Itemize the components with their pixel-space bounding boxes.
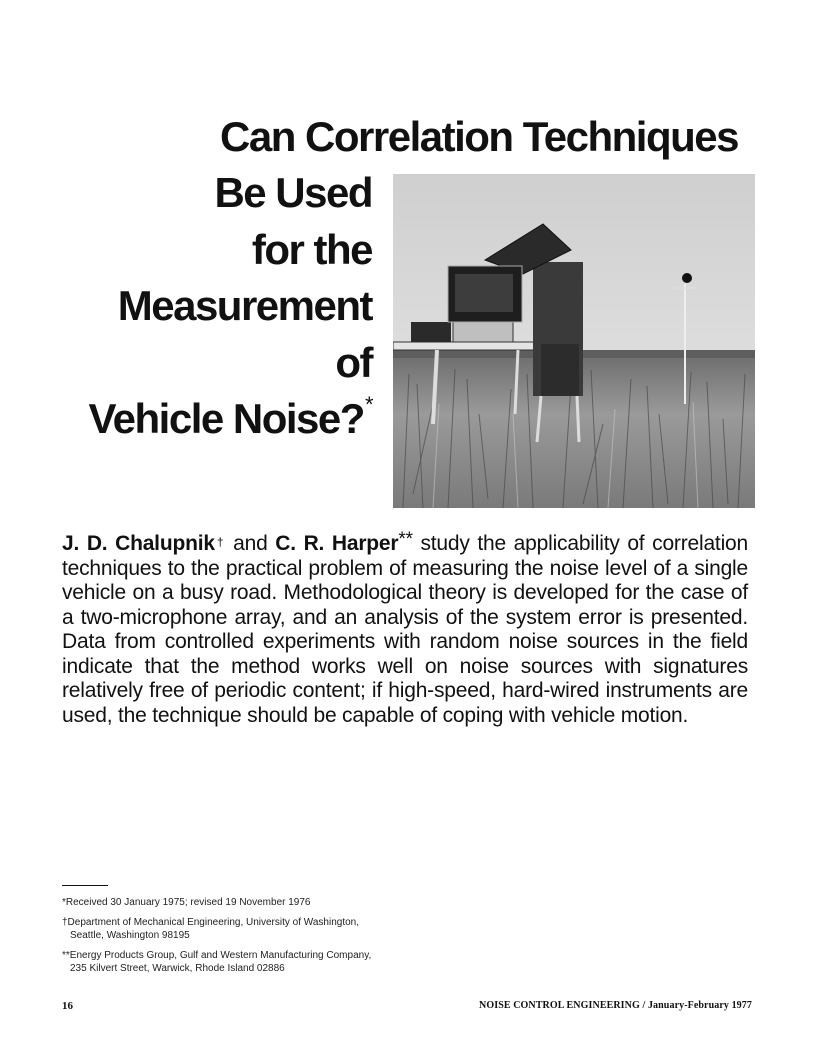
title-line-6-text: Vehicle Noise? xyxy=(88,395,364,442)
author-2-footnote-marker: ** xyxy=(398,529,413,550)
abstract-body: study the applicability of correlation techniques to the practical problem of measuring the noise level of a single vehicle on a busy road. Methodological theory is developed for the case of a two-microphone array, and an analysis of the system error is presented. Data from controlled experiments with random noise sources in the field indicate that the method works well on noise sources with signatures relatively free of periodic content; if high-speed, hard-wired instruments are used, the technique should be capable of coping with vehicle motion. xyxy=(62,532,748,727)
title-footnote-marker: * xyxy=(364,392,372,417)
author-2: C. R. Harper xyxy=(275,532,399,555)
footnote-received-text: *Received 30 January 1975; revised 19 November 1976 xyxy=(62,897,311,908)
footnote-divider xyxy=(62,885,108,886)
title-line-4: Measurement xyxy=(117,282,372,329)
field-equipment-photo xyxy=(393,174,755,508)
footnote-affiliation-1-line-2: Seattle, Washington 98195 xyxy=(70,929,190,941)
author-1: J. D. Chalupnik xyxy=(62,532,215,555)
title-line-3: for the xyxy=(251,226,372,273)
footnote-received xyxy=(62,897,422,910)
page-number: 16 xyxy=(62,1000,73,1012)
abstract-paragraph xyxy=(62,529,748,728)
title-line-6 xyxy=(88,392,372,442)
footnote-affiliation-1 xyxy=(62,917,422,942)
journal-running-footer: NOISE CONTROL ENGINEERING / January-February 1977 xyxy=(479,1000,752,1011)
title-line-5: of xyxy=(335,339,372,386)
footnote-affiliation-1-line-1: †Department of Mechanical Engineering, University of Washington, xyxy=(62,917,360,928)
footnote-affiliation-2-line-1: **Energy Products Group, Gulf and Western Manufacturing Company, xyxy=(62,950,372,961)
footnote-affiliation-2-line-2: 235 Kilvert Street, Warwick, Rhode Island 02886 xyxy=(70,962,285,974)
title-line-2: Be Used xyxy=(214,169,372,216)
footnote-affiliation-2 xyxy=(62,950,422,975)
author-conjunction: and xyxy=(225,532,276,555)
author-1-footnote-marker: † xyxy=(214,535,226,549)
title-line-1: Can Correlation Techniques xyxy=(220,113,738,160)
